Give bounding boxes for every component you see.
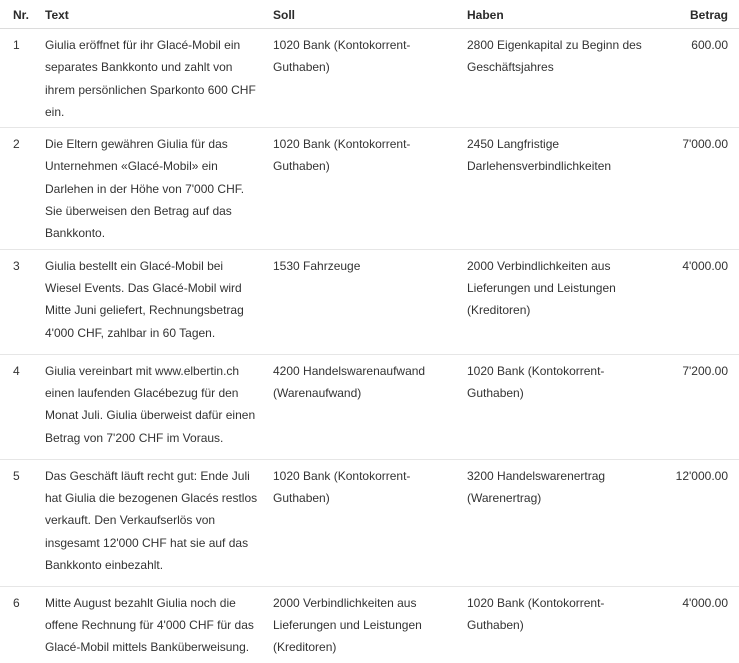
row-betrag: 7'200.00: [663, 354, 739, 459]
row-soll: 1020 Bank (Kontokorrent-Guthaben): [273, 29, 467, 128]
row-haben: 2800 Eigenkapital zu Beginn des Geschäftsjahres: [467, 29, 663, 128]
row-soll: 1530 Fahrzeuge: [273, 249, 467, 354]
header-text: Text: [45, 0, 273, 29]
row-haben: 2450 Langfristige Darlehensverbindlichkeiten: [467, 128, 663, 249]
row-text: Giulia vereinbart mit www.elbertin.ch einen laufenden Glacébezug für den Monat Juli. Giulia überweist dafür einen Betrag von 7'200 CHF im Voraus.: [45, 354, 273, 459]
header-nr: Nr.: [0, 0, 45, 29]
row-soll: 4200 Handelswarenaufwand (Warenaufwand): [273, 354, 467, 459]
table-header: [0, 0, 739, 29]
row-haben: 1020 Bank (Kontokorrent-Guthaben): [467, 595, 605, 632]
row-nr: 5: [0, 459, 45, 586]
row-betrag: 7'000.00: [663, 128, 739, 249]
row-text: Giulia eröffnet für ihr Glacé-Mobil ein separates Bankkonto und zahlt von ihrem persönlichen Sparkonto 600 CHF ein.: [45, 29, 273, 128]
row-haben: 3200 Handelswarenertrag (Warenertrag): [467, 459, 663, 586]
header-row: [0, 0, 739, 29]
row-soll: 2000 Verbindlichkeiten aus Lieferungen und Leistungen (Kreditoren): [273, 595, 422, 655]
row-betrag: 12'000.00: [663, 459, 739, 586]
header-haben: Haben: [467, 0, 663, 29]
table-row: [0, 29, 739, 128]
table-row: [0, 459, 739, 586]
row-text: Mitte August bezahlt Giulia noch die offene Rechnung für 4'000 CHF für das Glacé-Mobil mittels Banküberweisung.: [45, 595, 254, 655]
table-row: [0, 354, 739, 459]
row-nr: 2: [0, 128, 45, 249]
table-body: [0, 29, 739, 663]
row-text: Das Geschäft läuft recht gut: Ende Juli hat Giulia die bezogenen Glacés restlos verkauft. Den Verkaufserlös von insgesamt 12'000 CHF hat sie auf das Bankkonto einbezahlt.: [45, 459, 273, 586]
row-betrag: 4'000.00: [682, 595, 728, 610]
row-text: Die Eltern gewähren Giulia für das Unternehmen «Glacé-Mobil» ein Darlehen in der Höhe von 7'000 CHF. Sie überweisen den Betrag auf das Bankkonto.: [45, 128, 273, 249]
row-nr: 3: [0, 249, 45, 354]
header-soll: Soll: [273, 0, 467, 29]
row-nr: 1: [0, 29, 45, 128]
table-row: [0, 586, 739, 663]
row-soll: 1020 Bank (Kontokorrent-Guthaben): [273, 459, 467, 586]
row-text: Giulia bestellt ein Glacé-Mobil bei Wiesel Events. Das Glacé-Mobil wird Mitte Juni geliefert, Rechnungsbetrag 4'000 CHF, zahlbar in 60 Tagen.: [45, 249, 273, 354]
row-betrag: 4'000.00: [663, 249, 739, 354]
row-nr: 4: [0, 354, 45, 459]
row-haben: 1020 Bank (Kontokorrent-Guthaben): [467, 354, 663, 459]
table-row: [0, 249, 739, 354]
row-soll: 1020 Bank (Kontokorrent-Guthaben): [273, 128, 467, 249]
table-row: [0, 128, 739, 249]
row-nr: 6: [13, 595, 20, 610]
row-haben: 2000 Verbindlichkeiten aus Lieferungen und Leistungen (Kreditoren): [467, 249, 663, 354]
header-betrag: Betrag: [663, 0, 739, 29]
row-betrag: 600.00: [663, 29, 739, 128]
